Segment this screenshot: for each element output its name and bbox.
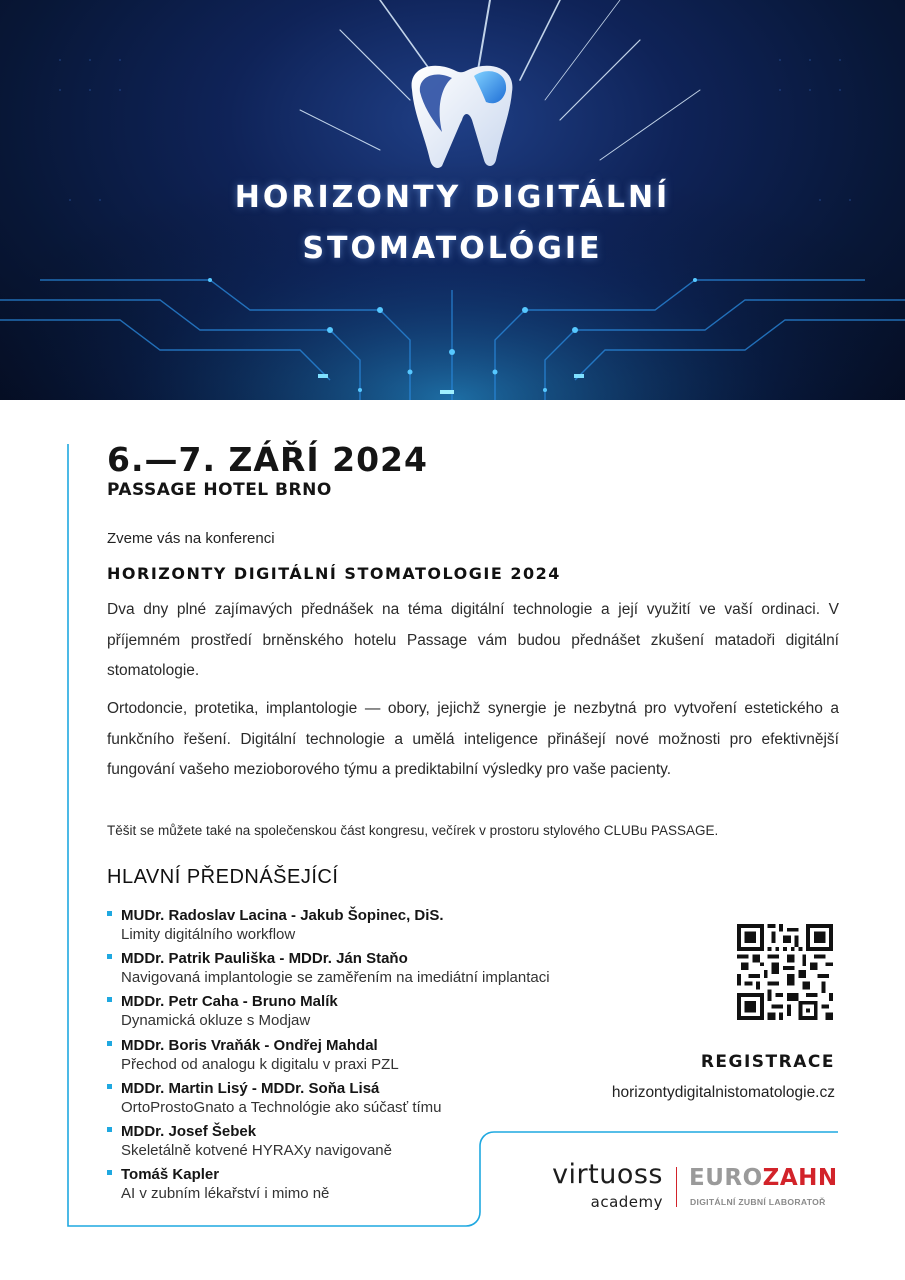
speaker-name: MDDr. Patrik Pauliška - MDDr. Ján Staňo: [121, 950, 408, 968]
speaker-topic: Dynamická okluze s Modjaw: [121, 1012, 311, 1030]
intro-paragraph-1: Dva dny plné zajímavých přednášek na téma digitální technologie a její využití ve vaší ordinaci. V příjemném prostředí brněnského hotelu Passage vám budou přednášet zkušení matadoři digitální stomatologie.: [107, 601, 839, 679]
speaker-name: MDDr. Boris Vraňák - Ondřej Mahdal: [121, 1036, 378, 1054]
bullet-icon: [107, 1127, 112, 1132]
bullet-icon: [107, 911, 112, 916]
speaker-name: Tomáš Kapler: [121, 1166, 220, 1184]
speaker-item: [107, 992, 667, 1035]
eurozahn-logo-part1: EURO: [689, 1165, 763, 1191]
conference-name: HORIZONTY DIGITÁLNÍ STOMATOLOGIE 2024: [107, 564, 561, 583]
eurozahn-subtitle: DIGITÁLNÍ ZUBNÍ LABORATOŘ: [690, 1197, 826, 1207]
speaker-topic: Přechod od analogu k digitalu v praxi PZL: [121, 1055, 399, 1073]
speakers-heading: HLAVNÍ PŘEDNÁŠEJÍCÍ: [107, 866, 339, 888]
speaker-name: MDDr. Josef Šebek: [121, 1122, 257, 1140]
speaker-item: [107, 906, 667, 949]
bullet-icon: [107, 954, 112, 959]
event-venue: PASSAGE HOTEL BRNO: [107, 480, 332, 500]
virtuoss-logo: virtuoss: [552, 1159, 663, 1190]
party-note: Těšit se můžete také na společenskou část kongresu, večírek v prostoru stylového CLUBu PASSAGE.: [107, 823, 719, 838]
bullet-icon: [107, 1041, 112, 1046]
bullet-icon: [107, 1170, 112, 1175]
header-banner: [0, 0, 905, 400]
speaker-item: [107, 1036, 667, 1079]
speaker-topic: AI v zubním lékařství i mimo ně: [121, 1185, 330, 1203]
tooth-logo-icon: [402, 62, 520, 170]
banner-title-line1: HORIZONTY DIGITÁLNÍ: [234, 180, 671, 215]
bullet-icon: [107, 1084, 112, 1089]
speaker-item: [107, 949, 667, 992]
event-date: 6.—7. ZÁŘÍ 2024: [107, 440, 428, 479]
speaker-topic: Limity digitálního workflow: [121, 926, 296, 943]
eurozahn-logo: [689, 1164, 838, 1192]
bullet-icon: [107, 997, 112, 1002]
virtuoss-academy-label: academy: [590, 1193, 663, 1211]
speaker-topic: Navigovaná implantologie se zaměřením na imediátní implantaci: [121, 969, 550, 987]
registration-url-link[interactable]: horizontydigitalnistomatologie.cz: [611, 1084, 835, 1101]
speaker-topic: OrtoProstoGnato a Technológie ako súčasť tímu: [121, 1098, 442, 1116]
speaker-name: MUDr. Radoslav Lacina - Jakub Šopinec, DiS.: [121, 907, 444, 924]
banner-title-line2: STOMATOLÓGIE: [302, 231, 603, 266]
speaker-name: MDDr. Petr Caha - Bruno Malík: [121, 993, 338, 1011]
invite-text: Zveme vás na konferenci: [107, 530, 275, 547]
intro-paragraph-2: Ortodoncie, protetika, implantologie — obory, jejichž synergie je nezbytná pro vytvoření estetického a funkčního řešení. Digitální technologie a umělá inteligence přinášejí nové možnosti pro efektivnější fungování vašeho mezioborového týmu a prediktabilní výsledky pro vaše pacienty.: [107, 700, 839, 778]
speaker-name: MDDr. Martin Lisý - MDDr. Soňa Lisá: [121, 1079, 380, 1097]
sponsor-divider: [676, 1167, 677, 1207]
eurozahn-logo-part2: ZAHN: [762, 1165, 838, 1191]
qr-code-icon[interactable]: [735, 924, 835, 1020]
registration-title: REGISTRACE: [700, 1052, 835, 1072]
speaker-topic: Skeletálně kotvené HYRAXy navigovaně: [121, 1141, 392, 1159]
